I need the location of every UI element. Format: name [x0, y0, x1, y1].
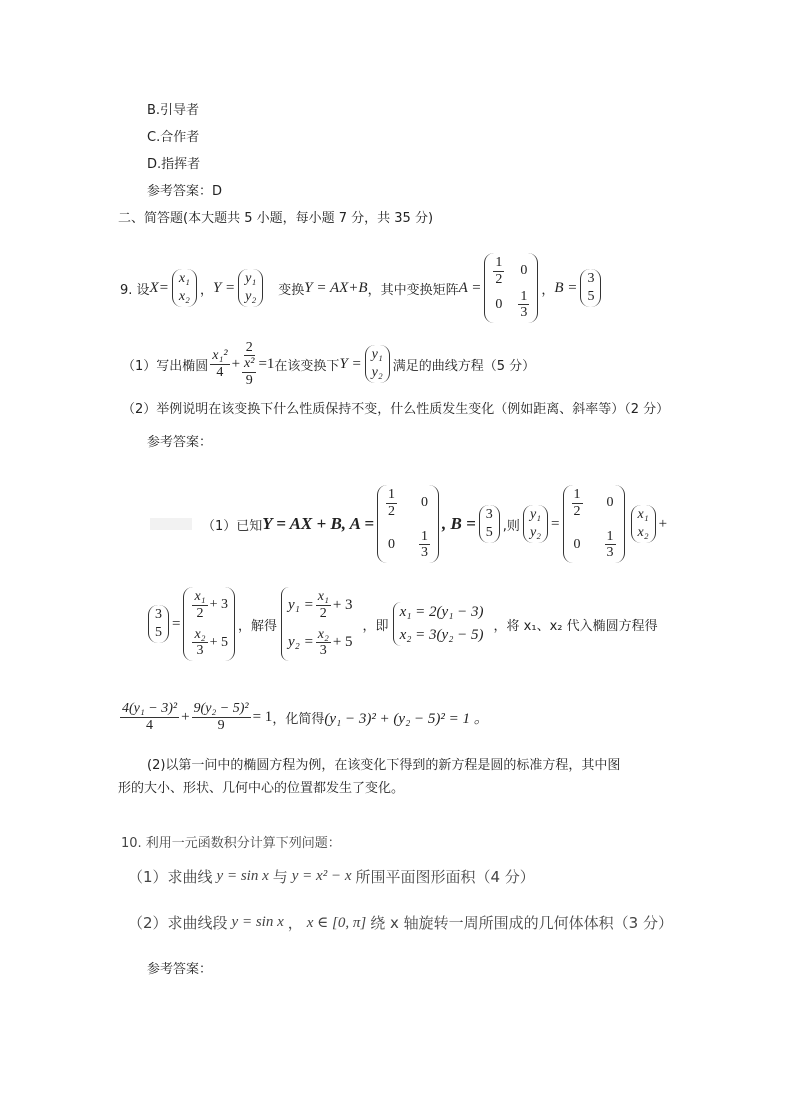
math-token: x ∈ [0, π] [306, 915, 367, 931]
vector-x [172, 269, 197, 307]
math-token: 1 [388, 487, 396, 503]
math-token: + 5 [209, 634, 228, 650]
answer-8: 参考答案：D [147, 184, 223, 199]
y1: y₁ [245, 271, 257, 286]
equals-one: =1 [258, 355, 275, 372]
math-token: + 3 [332, 596, 353, 613]
math-token: y₁ = [287, 596, 314, 613]
math-token: 2 [388, 503, 396, 519]
math-token: ， [287, 914, 303, 932]
fraction [316, 627, 331, 659]
frac-2 [192, 701, 251, 733]
equals: = [172, 615, 181, 632]
x2: x₂ [178, 289, 190, 304]
frac-nested [242, 340, 256, 388]
matrix-a [377, 485, 439, 563]
vector-y [365, 345, 390, 383]
sol-a: , A = [341, 514, 375, 533]
solution-line-1 [150, 482, 667, 566]
math-token: 2 [573, 503, 581, 519]
math-token: y = sin x [231, 914, 284, 930]
math-token: 3 [155, 607, 162, 622]
fraction [386, 487, 397, 519]
math-token: 2 [495, 271, 503, 287]
math-token: 1 [421, 529, 429, 544]
math-token: 3 [587, 271, 595, 286]
frac-x1sq-4 [210, 348, 229, 380]
math-token: 2 [196, 605, 204, 621]
math-token: 1 [520, 289, 528, 304]
fraction [316, 589, 331, 621]
math-token: 3 [520, 305, 528, 321]
math-token: 2 [319, 605, 327, 621]
y2: y₂ [245, 289, 257, 304]
vector-y [238, 269, 263, 307]
matrix-a [563, 485, 625, 563]
ie-label: ，即 [362, 618, 389, 634]
math-token: 3 [485, 507, 493, 522]
sol-text: （1）已知 [202, 518, 263, 534]
math-token: 4 [216, 364, 224, 380]
solution-line-3 [118, 694, 489, 740]
part1-text-b: 在该变换下 [274, 358, 340, 374]
option-b: B.引导者 [147, 103, 200, 118]
fraction [192, 589, 207, 621]
sol-then: ,则 [502, 518, 520, 534]
math-token: + 5 [332, 634, 353, 651]
math-group [190, 589, 228, 621]
math-group [190, 627, 228, 659]
sol-eq: Y = AX + B [262, 514, 342, 533]
var-b: B = [554, 279, 578, 296]
var-x: X= [149, 279, 169, 296]
simplify-label: ，化简得 [272, 711, 325, 727]
frac-1 [120, 701, 179, 733]
system-y [281, 587, 359, 661]
math-token: x₁ [637, 507, 649, 522]
math-token: 1 [606, 529, 614, 544]
q9-part2: （2）举例说明在该变换下什么性质保持不变，什么性质发生变化（例如距离、斜率等）（2 分） [122, 402, 670, 417]
math-token: 4(y₁ − 3)² [122, 701, 178, 717]
math-token: 9(y₂ − 5)² [193, 701, 249, 717]
math-token: y = x² − x [291, 868, 352, 884]
vector-b [148, 605, 169, 643]
solve-label: ，解得 [237, 618, 277, 634]
frac-third [518, 289, 529, 321]
var-a: A = [458, 279, 482, 296]
math-token: （2）求曲线段 [128, 914, 228, 932]
part2-answer-line2: 形的大小、形状、几何中心的位置都发生了变化。 [118, 781, 405, 796]
vector-b [479, 505, 500, 543]
math-token: （1）求曲线 [128, 868, 213, 886]
math-token: 0 [421, 495, 429, 511]
transform-eq: Y = AX+B [304, 279, 368, 296]
math-token: y₂ = [287, 634, 314, 651]
math-token: 3 [319, 643, 327, 659]
math-token: 3 [196, 643, 204, 659]
math-token: 5 [485, 525, 493, 540]
math-token: x₁ [194, 589, 206, 605]
equals-one: = 1 [252, 708, 273, 725]
math-token: 9 [245, 372, 253, 388]
x1: x₁ [178, 271, 190, 286]
part1-text-c: 满足的曲线方程（5 分） [392, 358, 536, 374]
result-eq: (y₁ − 3)² + (y₂ − 5)² = 1 。 [324, 710, 489, 727]
part2-answer-line1: (2)以第一问中的椭圆方程为例，在该变化下得到的新方程是圆的标准方程，其中图 [147, 758, 621, 773]
math-token: x² [244, 356, 255, 372]
q10-part2 [128, 912, 673, 933]
math-token: y₂ [529, 525, 542, 540]
math-token: x₂ [317, 627, 329, 642]
var-y: Y = [212, 279, 236, 296]
q10-stem: 10. 利用一元函数积分计算下列问题： [121, 836, 341, 851]
matrix-a [484, 253, 538, 323]
q10-answer-label: 参考答案： [147, 962, 213, 977]
fraction [192, 627, 207, 659]
result-vector [183, 587, 235, 661]
math-token: 绕 x 轴旋转一周所围成的几何体体积（3 分） [370, 914, 673, 932]
solution-line-2 [145, 586, 658, 662]
zero: 0 [495, 296, 503, 312]
math-token: x₂ = 3(y₂ − 5) [399, 627, 484, 643]
matrix-label: ，其中变换矩阵 [367, 282, 459, 298]
vector-x [631, 505, 656, 543]
math-token: y = sin x [216, 868, 269, 884]
math-token: x₁ = 2(y₁ − 3) [399, 604, 484, 620]
math-token: 1 [495, 255, 503, 271]
comma: ， [199, 282, 213, 298]
math-token: 3 [421, 545, 429, 561]
vector-y [523, 505, 548, 543]
var-y: Y = [339, 355, 362, 372]
fraction [242, 356, 256, 388]
q10-part1 [128, 866, 535, 887]
plus: + [658, 515, 668, 532]
math-token: 1 [573, 487, 581, 503]
math-token: x₂ [194, 627, 206, 642]
math-token: x₁² [212, 348, 228, 364]
math-token: x₁ [317, 589, 329, 605]
fraction [572, 487, 583, 519]
trans-label: 变换 [278, 282, 305, 298]
math-token: 2 [245, 339, 253, 355]
math-token: 与 [272, 868, 288, 886]
part1-text: （1）写出椭圆 [122, 358, 209, 374]
math-group [288, 627, 353, 659]
q9-answer-label: 参考答案： [147, 435, 213, 450]
math-token: 9 [217, 717, 225, 733]
math-token: 所围平面图形面积（4 分） [355, 868, 535, 886]
plus: + [231, 355, 241, 372]
comma: ， [541, 282, 555, 298]
q9-part1 [122, 338, 535, 390]
math-token: 5 [155, 625, 162, 640]
math-token: y₂ [371, 365, 383, 380]
q9-stem [120, 250, 604, 326]
system-x [393, 602, 490, 646]
math-token: y₁ [371, 347, 383, 362]
sol-b: , B = [442, 514, 476, 533]
equals: = [551, 515, 560, 532]
redacted-block [150, 518, 192, 530]
math-token: 0 [388, 536, 396, 552]
math-token: 3 [606, 545, 614, 561]
math-token: 4 [146, 717, 154, 733]
math-token: 5 [587, 289, 595, 304]
vector-b [580, 269, 601, 307]
q9-num: 9. 设 [120, 282, 150, 298]
option-c: C.合作者 [147, 130, 200, 145]
fraction [419, 529, 430, 561]
math-token: 0 [606, 495, 614, 511]
frac-half [493, 255, 504, 287]
math-token: y₁ [529, 507, 542, 522]
section-heading: 二、简答题(本大题共 5 小题，每小题 7 分，共 35 分) [118, 211, 434, 226]
zero: 0 [520, 263, 528, 279]
math-token: x₂ [637, 525, 649, 540]
fraction [605, 529, 616, 561]
math-token: + 3 [209, 597, 228, 613]
math-token: 0 [573, 536, 581, 552]
substitute-text: ，将 x₁、x₂ 代入椭圆方程得 [493, 618, 658, 634]
math-group [288, 589, 353, 621]
option-d: D.指挥者 [147, 157, 201, 172]
plus: + [181, 708, 190, 725]
